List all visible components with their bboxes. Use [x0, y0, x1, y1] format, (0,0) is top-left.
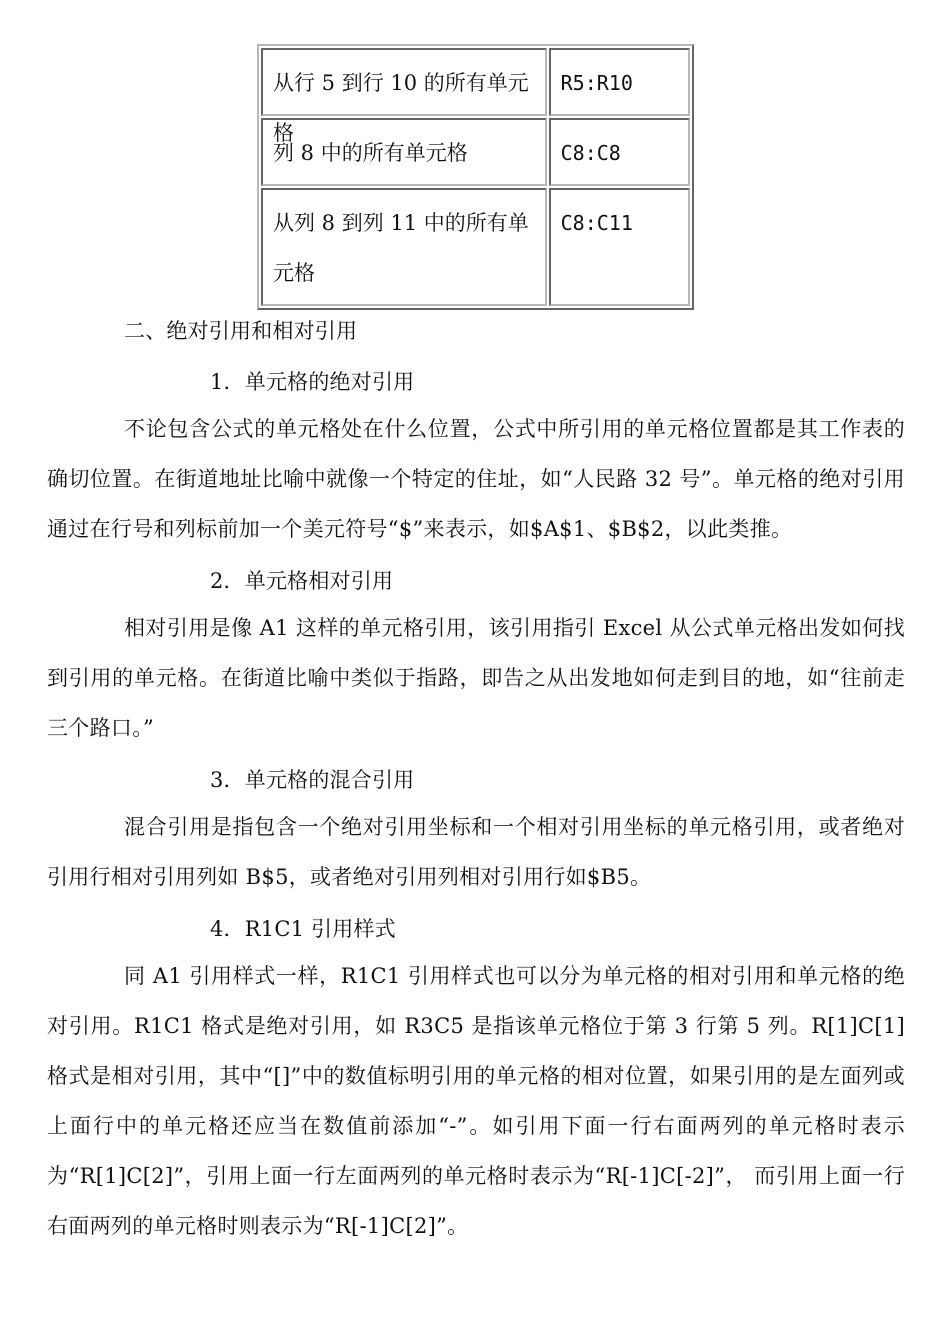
table-cell-reference: R5:R10: [549, 48, 690, 116]
subsection-heading: 2．单元格相对引用: [210, 569, 394, 593]
cell-reference-table: [257, 44, 694, 310]
paragraph: 混合引用是指包含一个绝对引用坐标和一个相对引用坐标的单元格引用，或者绝对引用行相对引用列如 B$5，或者绝对引用列相对引用行如$B5。: [47, 815, 905, 889]
paragraph: 相对引用是像 A1 这样的单元格引用，该引用指引 Excel 从公式单元格出发如何找到引用的单元格。在街道比喻中类似于指路，即告之从出发地如何走到目的地，如“往前走三个路口。”: [47, 616, 905, 740]
subsection-heading: 4．R1C1 引用样式: [210, 917, 396, 941]
table-cell-reference: C8:C8: [549, 118, 690, 186]
paragraph: 不论包含公式的单元格处在什么位置，公式中所引用的单元格位置都是其工作表的确切位置。在街道地址比喻中就像一个特定的住址，如“人民路 32 号”。单元格的绝对引用通过在行号和列标前加一个美元符号“$”来表示，如$A$1、$B$2，以此类推。: [47, 417, 905, 541]
table-row: [260, 187, 691, 307]
table-row: [260, 47, 691, 145]
table-cell-description: 列 8 中的所有单元格: [261, 118, 547, 186]
table-row: [260, 117, 691, 187]
subsection-heading: 3．单元格的混合引用: [210, 768, 415, 792]
table-cell-description: 从行 5 到行 10 的所有单元格: [261, 48, 547, 116]
subsection-heading: 1．单元格的绝对引用: [210, 370, 415, 394]
section-heading: 二、绝对引用和相对引用: [124, 319, 358, 343]
table-cell-description: 从列 8 到列 11 中的所有单元格: [261, 188, 547, 306]
paragraph: 同 A1 引用样式一样，R1C1 引用样式也可以分为单元格的相对引用和单元格的绝对引用。R1C1 格式是绝对引用，如 R3C5 是指该单元格位于第 3 行第 5 列。R[1]C[1]格式是相对引用，其中“[]”中的数值标明引用的单元格的相对位置，如果引用的是左面列或上面行中的单元格还应当在数值前添加“-”。如引用下面一行右面两列的单元格时表示为“R[1]C[2]”，引用上面一行左面两列的单元格时表示为“R[-1]C[-2]”， 而引用上面一行右面两列的单元格时则表示为“R[-1]C[2]”。: [47, 964, 905, 1238]
table-cell-reference: C8:C11: [549, 188, 690, 306]
